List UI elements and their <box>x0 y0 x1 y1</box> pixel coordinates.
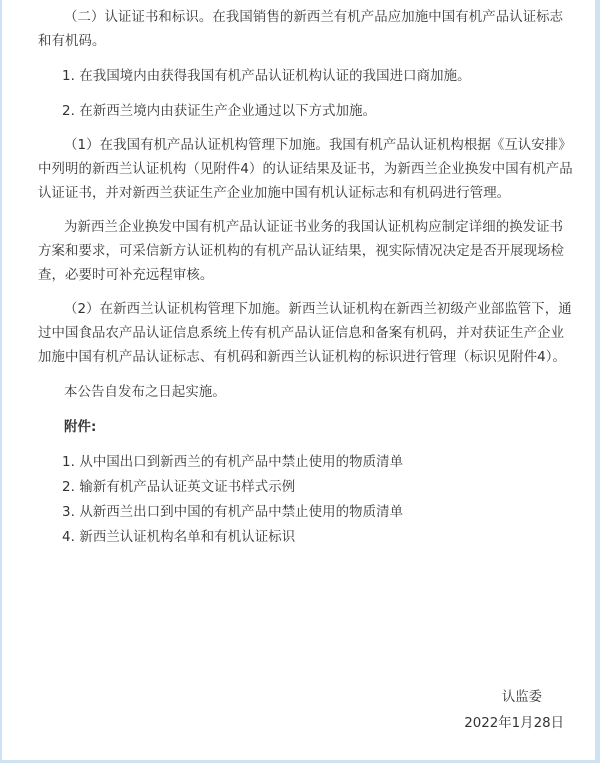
paragraph-effective-date: 本公告自发布之日起实施。 <box>64 385 226 400</box>
paragraph-certification-marks: （二）认证证书和标识。在我国销售的新西兰有机产品应加施中国有机产品认证标志和有机码。 <box>38 10 564 49</box>
left-border <box>0 0 2 763</box>
attachment-item: 1. 从中国出口到新西兰的有机产品中禁止使用的物质清单 <box>62 455 404 470</box>
paragraph-certificate-reissue: 为新西兰企业换发中国有机产品认证证书业务的我国认证机构应制定详细的换发证书方案和要求，可采信新方认证机构的有机产品认证结果，视实际情况决定是否开展现场检查，必要时可补充远程审核。 <box>38 220 565 283</box>
paragraph-china-cb-management: （1）在我国有机产品认证机构管理下加施。我国有机产品认证机构根据《互认安排》中列明的新西兰认证机构（见附件4）的认证结果及证书，为新西兰企业换发中国有机产品认证证书，并对新西兰获证生产企业加施中国有机认证标志和有机码进行管理。 <box>38 138 573 201</box>
attachment-item: 4. 新西兰认证机构名单和有机认证标识 <box>62 530 296 545</box>
issue-date: 2022年1月28日 <box>464 716 564 731</box>
paragraph-nz-marking: 2. 在新西兰境内由获证生产企业通过以下方式加施。 <box>62 104 377 119</box>
paragraph-importer-marking: 1. 在我国境内由获得我国有机产品认证机构认证的我国进口商加施。 <box>62 69 471 84</box>
right-border <box>595 0 600 763</box>
attachment-item: 2. 输新有机产品认证英文证书样式示例 <box>62 480 296 495</box>
issuing-authority: 认监委 <box>501 690 542 705</box>
attachments-heading: 附件: <box>64 420 97 435</box>
attachment-item: 3. 从新西兰出口到中国的有机产品中禁止使用的物质清单 <box>62 505 404 520</box>
document-body <box>38 6 573 550</box>
paragraph-nz-cb-management: （2）在新西兰认证机构管理下加施。新西兰认证机构在新西兰初级产业部监管下，通过中国食品农产品认证信息系统上传有机产品认证信息和备案有机码，并对获证生产企业加施中国有机产品认证标志、有机码和新西兰认证机构的标识进行管理（标识见附件4）。 <box>38 302 572 365</box>
